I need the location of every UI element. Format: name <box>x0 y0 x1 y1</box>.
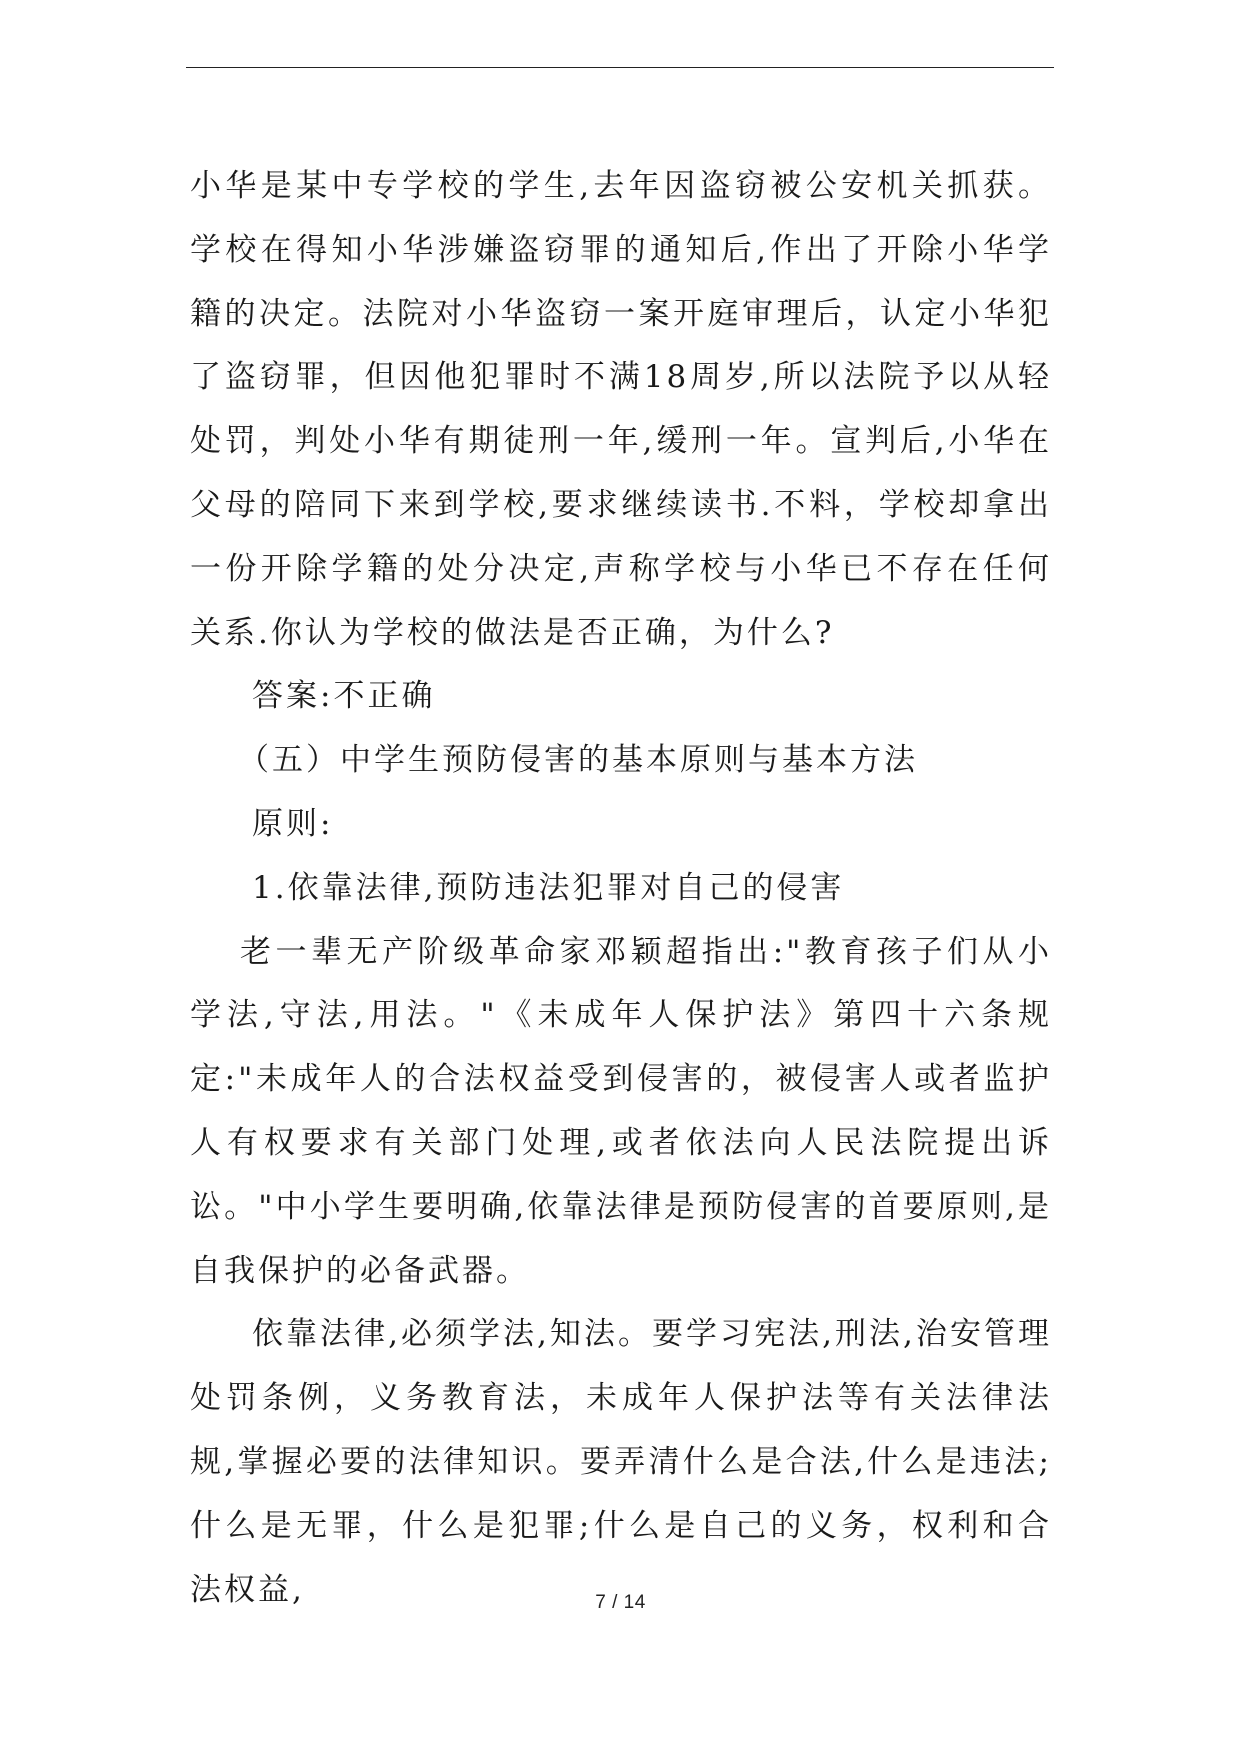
section-heading: （五）中学生预防侵害的基本原则与基本方法 <box>238 742 918 779</box>
quote-paragraph: 老一辈无产阶级革命家邓颖超指出:"教育孩子们从小学法,守法,用法。"《未成年人保护法》第四十六条规定:"未成年人的合法权益受到侵害的，被侵害人或者监护人有权要求有关部门处理,或者依法向人民法院提出诉讼。"中小学生要明确,依靠法律是预防侵害的首要原则,是自我保护的必备武器。 <box>190 933 1052 1289</box>
principles-label: 原则: <box>252 805 334 842</box>
case-paragraph: 小华是某中专学校的学生,去年因盗窃被公安机关抓获。学校在得知小华涉嫌盗窃罪的通知后,作出了开除小华学籍的决定。法院对小华盗窃一案开庭审理后，认定小华犯了盗窃罪，但因他犯罪时不满18周岁,所以法院予以从轻处罚，判处小华有期徒刑一年,缓刑一年。宣判后,小华在父母的陪同下来到学校,要求继续读书.不料，学校却拿出一份开除学籍的处分决定,声称学校与小华已不存在任何关系.你认为学校的做法是否正确，为什么? <box>190 168 1052 651</box>
header-rule <box>186 67 1054 68</box>
answer-line: 答案:不正确 <box>252 678 436 715</box>
document-body <box>190 155 1052 1622</box>
page-number: 7 / 14 <box>595 1592 646 1613</box>
study-law-paragraph: 依靠法律,必须学法,知法。要学习宪法,刑法,治安管理处罚条例，义务教育法，未成年人保护法等有关法律法规,掌握必要的法律知识。要弄清什么是合法,什么是违法;什么是无罪，什么是犯罪;什么是自己的义务，权利和合法权益, <box>190 1316 1052 1608</box>
principle-one-heading: 1.依靠法律,预防违法犯罪对自己的侵害 <box>252 869 845 906</box>
